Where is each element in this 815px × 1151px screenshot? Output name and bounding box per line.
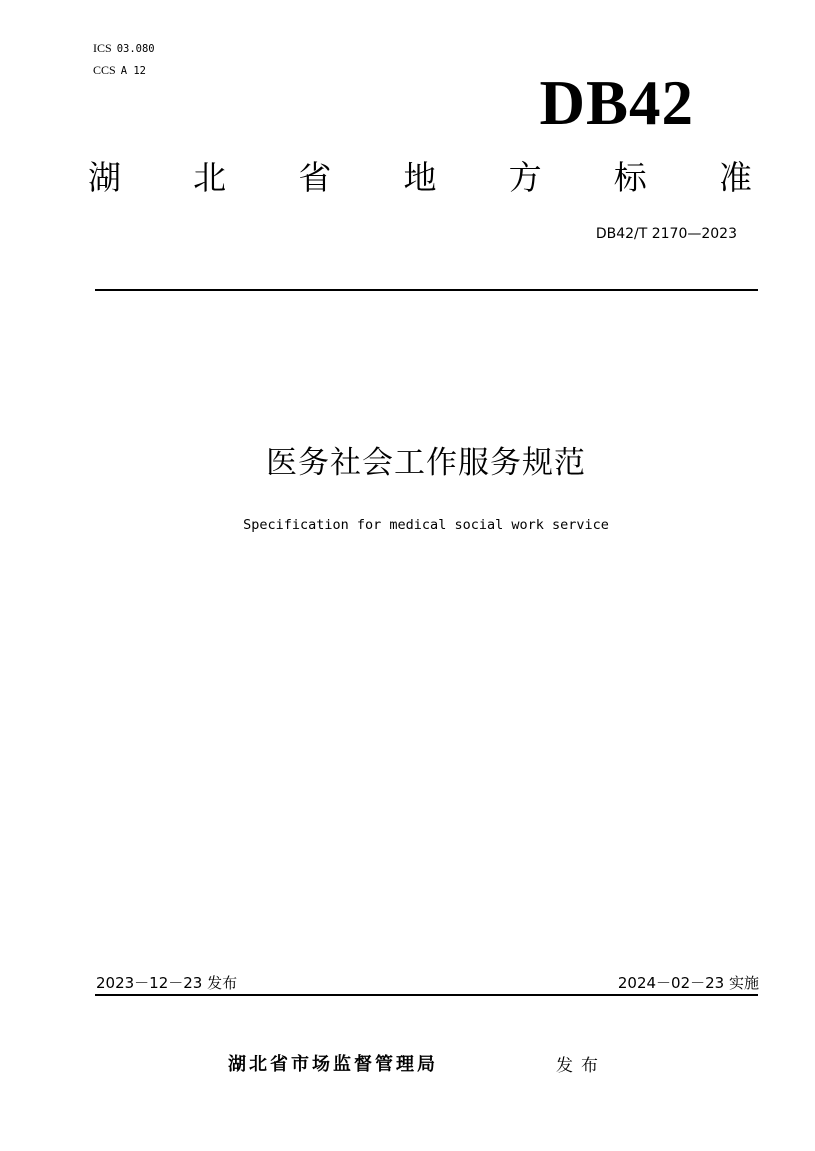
category-char: 地: [403, 158, 437, 197]
ics-value: 03.080: [116, 43, 155, 55]
document-title: 医务社会工作服务规范: [266, 445, 586, 481]
category-char: 方: [508, 158, 542, 197]
footer-divider: [95, 994, 758, 996]
ics-classification: [93, 41, 155, 56]
category-char: 省: [298, 158, 332, 197]
ccs-classification: [93, 63, 146, 78]
ics-label: ICS: [93, 41, 112, 55]
standard-code: DB42: [539, 68, 694, 138]
ccs-label: CCS: [93, 63, 116, 77]
standard-category: [88, 156, 752, 200]
standard-number: DB42/T 2170—2023: [595, 226, 737, 242]
category-char: 标: [613, 158, 647, 197]
ccs-value: A 12: [120, 65, 146, 77]
implementation-date: 2024－02－23 实施: [617, 974, 759, 992]
publish-label: 发布: [556, 1056, 606, 1076]
category-char: 北: [193, 158, 227, 197]
header-divider: [95, 289, 758, 291]
category-char: 准: [718, 158, 752, 197]
document-title-english: Specification for medical social work service: [243, 517, 609, 533]
issue-date: 2023－12－23 发布: [96, 974, 238, 992]
category-char: 湖: [88, 158, 121, 197]
publisher-name: 湖北省市场监督管理局: [228, 1054, 438, 1075]
